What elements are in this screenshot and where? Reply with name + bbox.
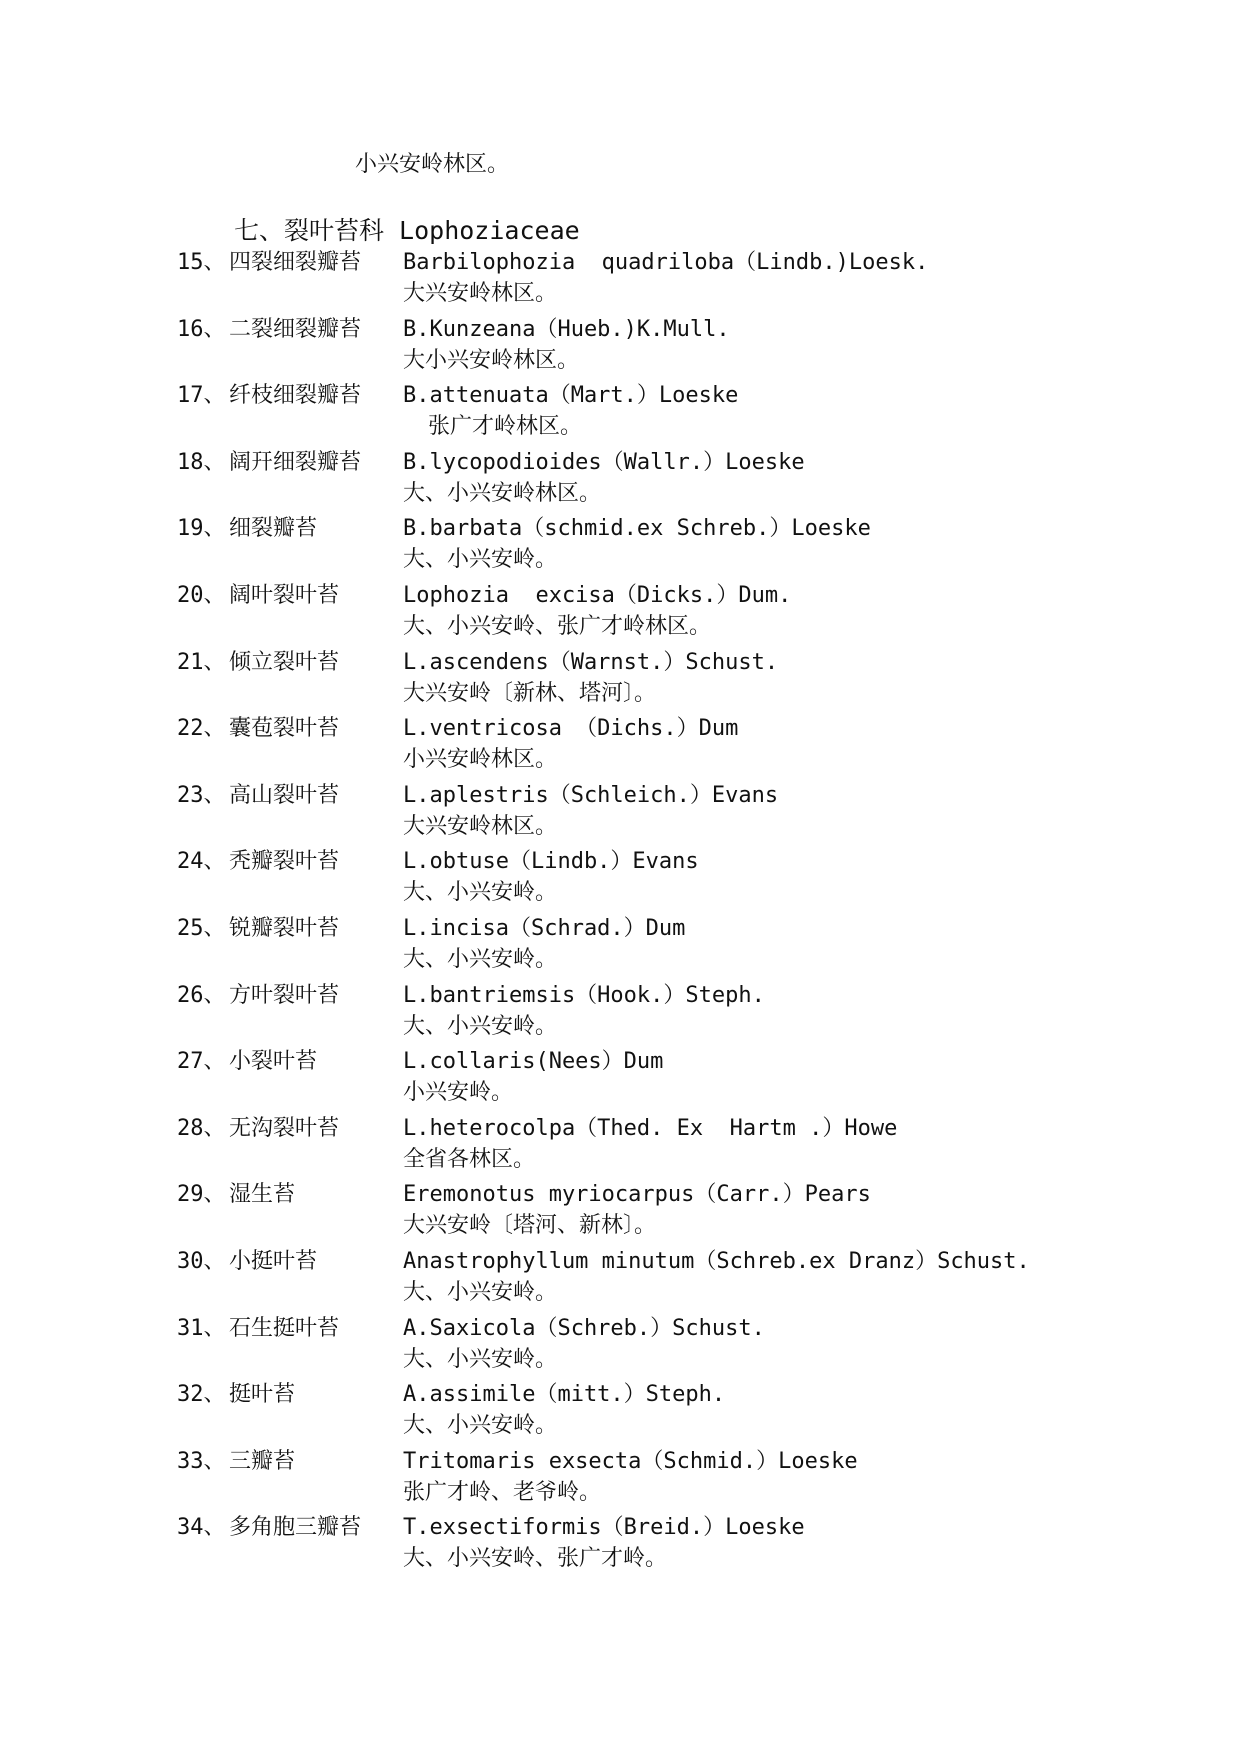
chinese-name: 倾立裂叶苔 xyxy=(229,649,340,675)
entry-number: 24、 xyxy=(177,849,226,875)
chinese-name: 秃瓣裂叶苔 xyxy=(229,849,340,875)
chinese-name: 高山裂叶苔 xyxy=(229,782,340,808)
entry-number: 25、 xyxy=(177,915,226,941)
latin-name: Anastrophyllum minutum（Schreb.ex Dranz）Schust. xyxy=(403,1248,1030,1274)
distribution: 大、小兴安岭、张广才岭林区。 xyxy=(403,613,712,639)
entry-number: 26、 xyxy=(177,982,226,1008)
entry-number: 29、 xyxy=(177,1182,226,1208)
entry-number: 33、 xyxy=(177,1448,226,1474)
species-entry xyxy=(0,1314,1241,1381)
species-entry xyxy=(0,315,1241,382)
distribution: 小兴安岭。 xyxy=(403,1080,514,1106)
distribution: 大兴安岭〔塔河、新林〕。 xyxy=(403,1213,657,1239)
section-heading: 七、裂叶苔科 Lophoziaceae xyxy=(234,216,580,245)
chinese-name: 纤枝细裂瓣苔 xyxy=(229,383,362,409)
chinese-name: 细裂瓣苔 xyxy=(229,516,318,542)
distribution: 大、小兴安岭。 xyxy=(403,1013,558,1039)
entry-number: 20、 xyxy=(177,582,226,608)
latin-name: L.ventricosa （Dichs.）Dum xyxy=(403,716,739,742)
entry-number: 31、 xyxy=(177,1315,226,1341)
latin-name: L.bantriemsis（Hook.）Steph. xyxy=(403,982,765,1008)
latin-name: Eremonotus myriocarpus（Carr.）Pears xyxy=(403,1182,871,1208)
species-entry xyxy=(0,1114,1241,1181)
latin-name: T.exsectiformis（Breid.）Loeske xyxy=(403,1515,805,1541)
species-entry xyxy=(0,981,1241,1048)
species-entry xyxy=(0,1047,1241,1114)
species-list xyxy=(0,248,1241,1580)
entry-number: 19、 xyxy=(177,516,226,542)
chinese-name: 阔幵细裂瓣苔 xyxy=(229,449,362,475)
chinese-name: 锐瓣裂叶苔 xyxy=(229,915,340,941)
chinese-name: 挺叶苔 xyxy=(229,1382,296,1408)
species-entry xyxy=(0,714,1241,781)
species-entry xyxy=(0,1180,1241,1247)
distribution: 大兴安岭林区。 xyxy=(403,813,558,839)
species-entry xyxy=(0,581,1241,648)
chinese-name: 小裂叶苔 xyxy=(229,1049,318,1075)
species-entry xyxy=(0,1380,1241,1447)
latin-name: A.assimile（mitt.）Steph. xyxy=(403,1382,726,1408)
species-entry xyxy=(0,514,1241,581)
chinese-name: 三瓣苔 xyxy=(229,1448,296,1474)
distribution: 大兴安岭〔新林、塔河〕。 xyxy=(403,680,657,706)
distribution: 小兴安岭林区。 xyxy=(403,747,558,773)
latin-name: L.aplestris（Schleich.）Evans xyxy=(403,782,779,808)
species-entry xyxy=(0,381,1241,448)
distribution: 大、小兴安岭。 xyxy=(403,880,558,906)
distribution: 大兴安岭林区。 xyxy=(403,281,558,306)
latin-name: A.Saxicola（Schreb.）Schust. xyxy=(403,1315,765,1341)
latin-name: L.incisa（Schrad.）Dum xyxy=(403,915,686,941)
entry-number: 32、 xyxy=(177,1382,226,1408)
entry-number: 16、 xyxy=(177,316,226,342)
entry-number: 18、 xyxy=(177,449,226,475)
chinese-name: 石生挺叶苔 xyxy=(229,1315,340,1341)
species-entry xyxy=(0,448,1241,515)
distribution: 大、小兴安岭。 xyxy=(403,547,558,573)
distribution: 张广才岭林区。 xyxy=(428,414,583,440)
distribution: 全省各林区。 xyxy=(403,1146,536,1172)
distribution: 大小兴安岭林区。 xyxy=(403,347,580,373)
latin-name: Tritomaris exsecta（Schmid.）Loeske xyxy=(403,1448,858,1474)
entry-number: 27、 xyxy=(177,1049,226,1075)
species-entry xyxy=(0,248,1241,315)
chinese-name: 小挺叶苔 xyxy=(229,1248,318,1274)
chinese-name: 囊苞裂叶苔 xyxy=(229,716,340,742)
chinese-name: 无沟裂叶苔 xyxy=(229,1115,340,1141)
chinese-name: 四裂细裂瓣苔 xyxy=(229,250,362,275)
entry-number: 21、 xyxy=(177,649,226,675)
chinese-name: 湿生苔 xyxy=(229,1182,296,1208)
entry-number: 23、 xyxy=(177,782,226,808)
distribution: 大、小兴安岭。 xyxy=(403,1346,558,1372)
species-entry xyxy=(0,648,1241,715)
latin-name: L.ascendens（Warnst.）Schust. xyxy=(403,649,779,675)
distribution: 大、小兴安岭林区。 xyxy=(403,480,602,506)
continuation-text: 小兴安岭林区。 xyxy=(355,152,510,177)
latin-name: B.barbata（schmid.ex Schreb.）Loeske xyxy=(403,516,871,542)
species-entry xyxy=(0,914,1241,981)
latin-name: B.lycopodioides（Wallr.）Loeske xyxy=(403,449,805,475)
latin-name: B.Kunzeana（Hueb.)K.Mull. xyxy=(403,316,730,342)
chinese-name: 方叶裂叶苔 xyxy=(229,982,340,1008)
distribution: 大、小兴安岭。 xyxy=(403,1279,558,1305)
species-entry xyxy=(0,1447,1241,1514)
entry-number: 15、 xyxy=(177,250,226,275)
entry-number: 34、 xyxy=(177,1515,226,1541)
species-entry xyxy=(0,781,1241,848)
latin-name: L.collaris(Nees）Dum xyxy=(403,1049,664,1075)
species-entry xyxy=(0,1247,1241,1314)
latin-name: B.attenuata（Mart.）Loeske xyxy=(403,383,739,409)
latin-name: L.heterocolpa（Thed. Ex Hartm .）Howe xyxy=(403,1115,898,1141)
species-entry xyxy=(0,847,1241,914)
distribution: 大、小兴安岭。 xyxy=(403,1413,558,1439)
entry-number: 30、 xyxy=(177,1248,226,1274)
distribution: 张广才岭、老爷岭。 xyxy=(403,1479,602,1505)
entry-number: 28、 xyxy=(177,1115,226,1141)
latin-name: Lophozia excisa（Dicks.）Dum. xyxy=(403,582,792,608)
latin-name: L.obtuse（Lindb.）Evans xyxy=(403,849,699,875)
entry-number: 22、 xyxy=(177,716,226,742)
species-entry xyxy=(0,1513,1241,1580)
chinese-name: 二裂细裂瓣苔 xyxy=(229,316,362,342)
latin-name: Barbilophozia quadriloba（Lindb.)Loesk. xyxy=(403,250,929,275)
chinese-name: 阔叶裂叶苔 xyxy=(229,582,340,608)
chinese-name: 多角胞三瓣苔 xyxy=(229,1515,362,1541)
entry-number: 17、 xyxy=(177,383,226,409)
distribution: 大、小兴安岭。 xyxy=(403,946,558,972)
distribution: 大、小兴安岭、张广才岭。 xyxy=(403,1546,668,1572)
